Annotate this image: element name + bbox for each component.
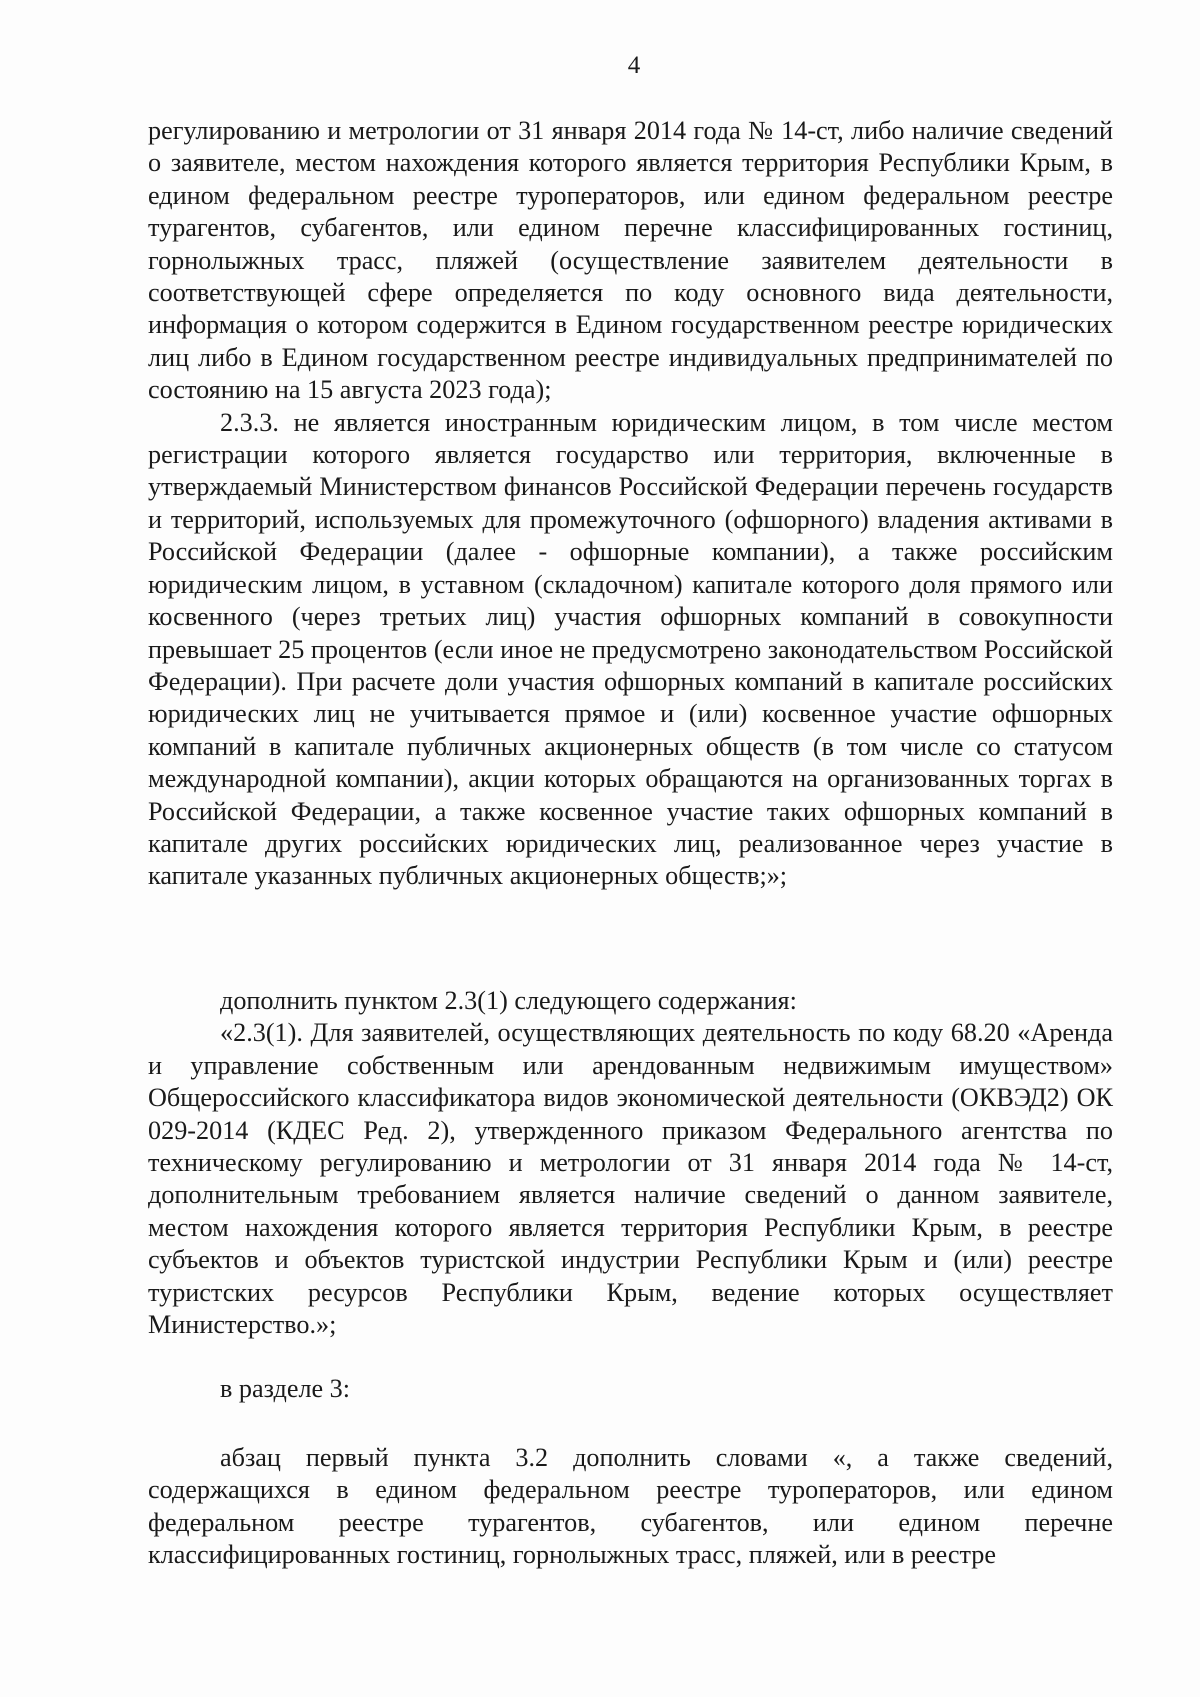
paragraph-point-3-2: абзац первый пункта 3.2 дополнить словами «, а также сведений, содержащихся в едином федеральном реестре туроператоров, или едином федеральном реестре турагентов, субагентов, или едином перечне классифицированных гостиниц, горнолыжных трасс, пляжей, или в реестре [148,1443,1113,1570]
paragraph-section-3: в разделе 3: [220,1374,351,1403]
paragraph-2-3-3: 2.3.3. не является иностранным юридическим лицом, в том числе местом регистрации которого является государство или территория, включенные в утверждаемый Министерством финансов Российской Федерации перечень государств и территорий, используемых для промежуточного (офшорного) владения активами в Российской Федерации (далее - офшорные компании), а также российским юридическим лицом, в уставном (складочном) капитале которого доля прямого или косвенного (через третьих лиц) участия офшорных компаний в совокупности превышает 25 процентов (если иное не предусмотрено законодательством Российской Федерации). При расчете доли участия офшорных компаний в капитале российских юридических лиц не учитывается прямое и (или) косвенное участие офшорных компаний в капитале публичных акционерных обществ (в том числе со статусом международной компании), акции которых обращаются на организованных торгах в Российской Федерации, а также косвенное участие таких офшорных компаний в капитале других российских юридических лиц, реализованное через участие в капитале указанных публичных акционерных обществ;»; [148,407,1113,891]
paragraph-2-3-1-text: «2.3(1). Для заявителей, осуществляющих деятельность по коду 68.20 «Аренда и управление собственным или арендованным недвижимым имуществом» Общероссийского классификатора видов экономической деятельности (ОКВЭД2) ОК 029-2014 (КДЕС Ред. 2), утвержденного приказом Федерального агентства по техническому регулированию и метрологии от 31 января 2014 года № 14-ст, дополнительным требованием является наличие сведений о данном заявителе, местом нахождения которого является территория Республики Крым, в реестре субъектов и объектов туристской индустрии Республики Крым и (или) реестре туристских ресурсов Республики Крым, ведение которых осуществляет Министерство.»; [148,1018,1113,1340]
body-text-amendment-2-3-1 [148,985,1113,1341]
paragraph-add-2-3-1: дополнить пунктом 2.3(1) следующего содержания: [220,986,797,1015]
body-text-top [148,115,1113,893]
body-text-point-3-2 [148,1442,1113,1572]
body-text-section-3 [148,1373,1113,1405]
page-number: 4 [627,52,641,79]
paragraph-continuation: регулированию и метрологии от 31 января 2014 года № 14-ст, либо наличие сведений о заявителе, местом нахождения которого является территория Республики Крым, в едином федеральном реестре туроператоров, или едином федеральном реестре турагентов, субагентов, или едином перечне классифицированных гостиниц, горнолыжных трасс, пляжей (осуществление заявителем деятельности в соответствующей сфере определяется по коду основного вида деятельности, информация о котором содержится в Едином государственном реестре юридических лиц либо в Едином государственном реестре индивидуальных предпринимателей по состоянию на 15 августа 2023 года); [148,116,1113,405]
